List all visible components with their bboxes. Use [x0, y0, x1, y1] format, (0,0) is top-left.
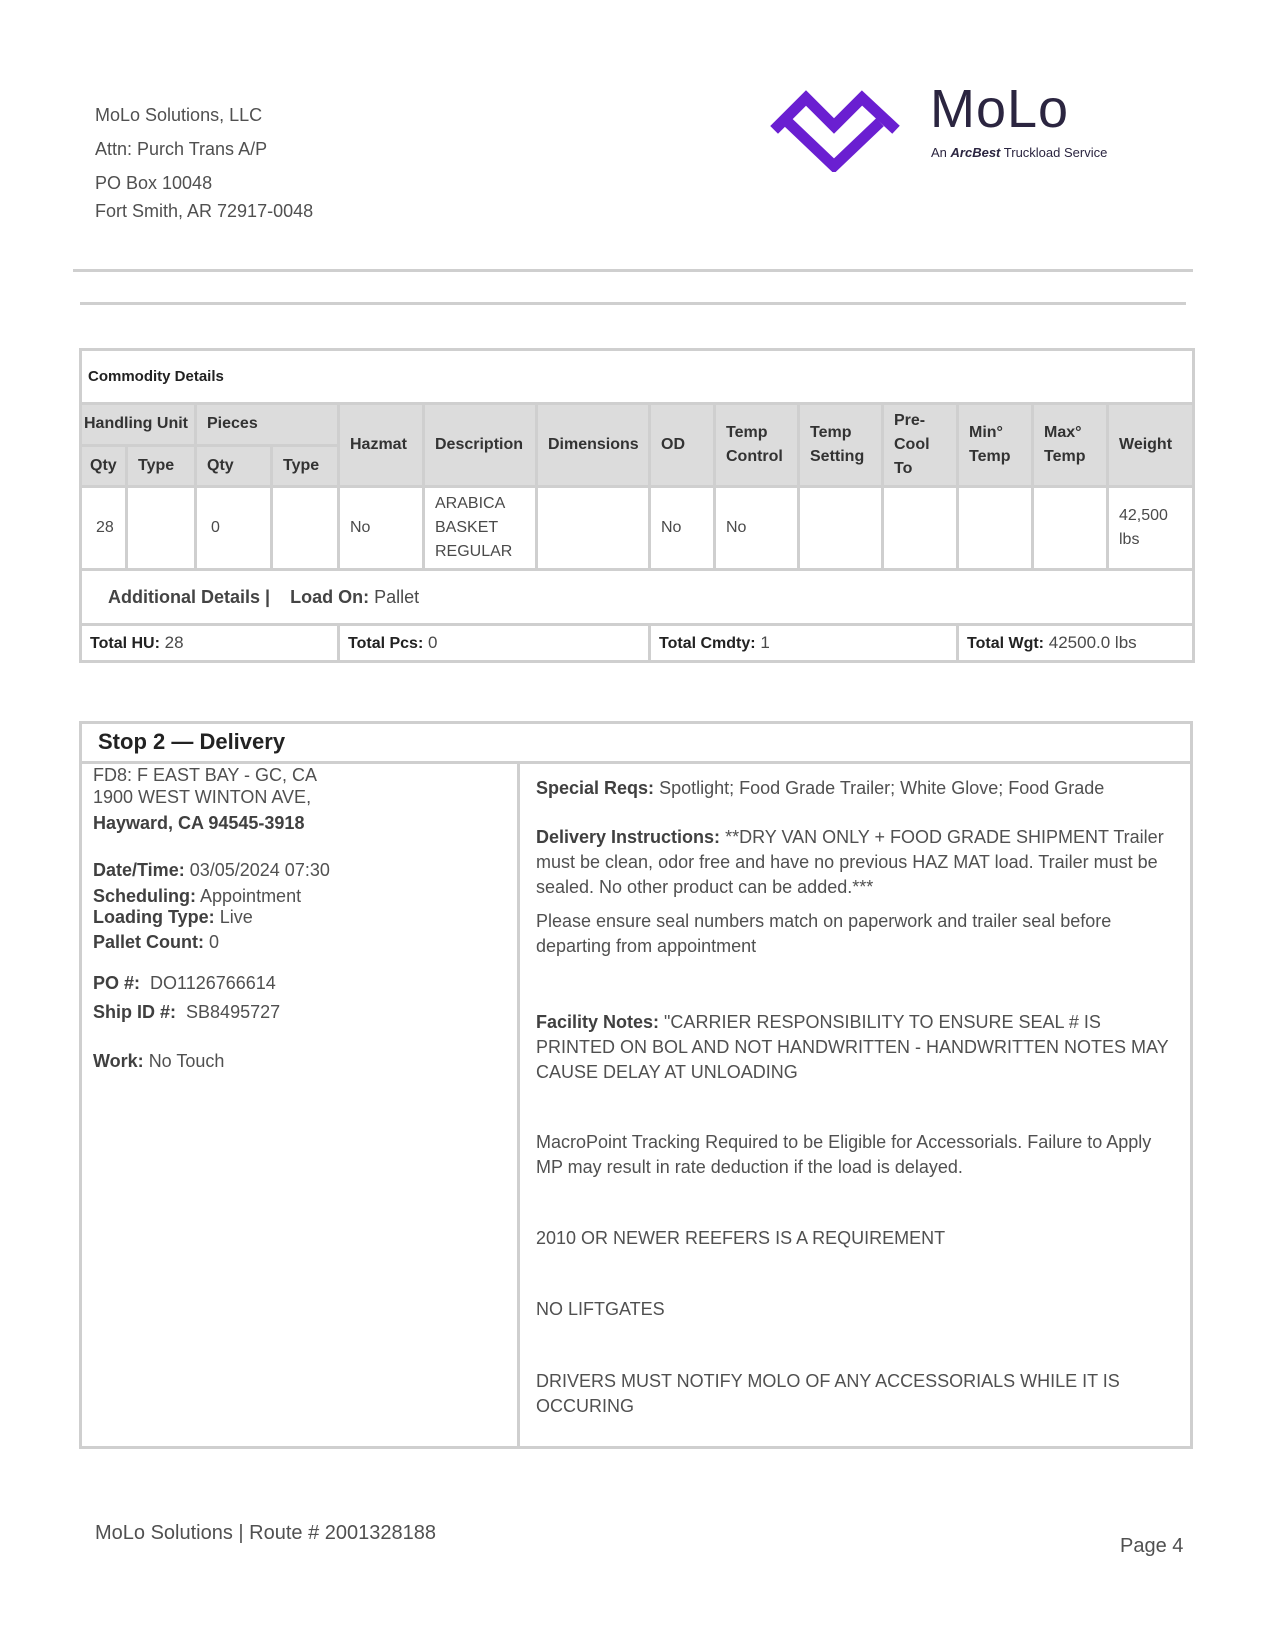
accessorial-note: DRIVERS MUST NOTIFY MOLO OF ANY ACCESSORIALS WHILE IT IS OCCURING [536, 1371, 1120, 1416]
total-wgt-value: 42500.0 lbs [1048, 633, 1137, 652]
attn-line: Attn: Purch Trans A/P [95, 139, 268, 159]
header-pieces: Pieces [196, 404, 339, 446]
liftgate-note: NO LIFTGATES [536, 1299, 665, 1319]
stop-left-column [82, 764, 520, 1449]
header-hu-type: Type [127, 445, 196, 487]
total-wgt [958, 625, 1194, 662]
header-od: OD [650, 404, 715, 487]
page-number: Page 4 [1120, 1535, 1184, 1557]
header-description: Description [424, 404, 537, 487]
stop-right-column [520, 764, 1193, 1449]
header-handling-unit: Handling Unit [81, 404, 196, 446]
po-value: DO1126766614 [150, 973, 276, 993]
additional-details [81, 570, 1194, 625]
delivery-instructions [536, 825, 1176, 900]
special-reqs-value: Spotlight; Food Grade Trailer; White Glove; Food Grade [659, 778, 1105, 798]
total-hu-value: 28 [164, 633, 184, 652]
commodity-row [81, 487, 1194, 570]
header-temp-control: Temp Control [715, 404, 799, 487]
header-temp-setting: Temp Setting [799, 404, 883, 487]
facility-notes [536, 1010, 1176, 1085]
total-pcs-label: Total Pcs: [348, 635, 424, 652]
facility-notes-label: Facility Notes: [536, 1012, 660, 1032]
seal-note: Please ensure seal numbers match on paperwork and trailer seal before departing from appointment [536, 911, 1112, 956]
cell-dimensions [537, 487, 650, 570]
loading-value: Live [219, 907, 253, 927]
scheduling-value: Appointment [200, 886, 302, 906]
po-box-line: PO Box 10048 [95, 173, 213, 193]
cell-hazmat: No [339, 487, 424, 570]
header-max-temp: Max° Temp [1033, 404, 1108, 487]
additional-details-label: Additional Details | [108, 586, 271, 607]
section-divider [80, 302, 1186, 305]
scheduling-label: Scheduling: [93, 886, 196, 906]
total-cmdty-label: Total Cmdty: [659, 635, 756, 652]
macropoint-note: MacroPoint Tracking Required to be Eligible for Accessorials. Failure to Apply MP may result in rate deduction if the load is delayed. [536, 1132, 1152, 1177]
po-label: PO #: [93, 973, 141, 993]
header-pcs-qty: Qty [196, 445, 272, 487]
datetime-label: Date/Time: [93, 860, 185, 880]
work-label: Work: [93, 1051, 144, 1071]
cell-temp-control: No [715, 487, 799, 570]
total-cmdty [650, 625, 958, 662]
cell-hu-type [127, 487, 196, 570]
city-state-zip: Fort Smith, AR 72917-0048 [95, 201, 314, 221]
special-reqs-label: Special Reqs: [536, 778, 655, 798]
total-hu-label: Total HU: [90, 635, 160, 652]
facility-name: FD8: F EAST BAY - GC, CA [93, 765, 318, 785]
header-pre-cool-to: Pre-Cool To [883, 404, 958, 487]
load-on-label: Load On: [290, 586, 370, 607]
facility-notes-value: "CARRIER RESPONSIBILITY TO ENSURE SEAL # IS PRINTED ON BOL AND NOT HANDWRITTEN - HANDWRITTEN NOTES MAY CAUSE DELAY AT UNLOADING [536, 1012, 1169, 1082]
molo-logo-mark-icon [770, 82, 902, 172]
work-field [93, 1051, 224, 1072]
header-hu-qty: Qty [81, 445, 127, 487]
tagline-suffix: Truckload Service [1003, 145, 1108, 160]
logo-tagline [931, 145, 1107, 160]
total-pcs-value: 0 [428, 633, 438, 652]
cell-pcs-type [272, 487, 339, 570]
cell-od: No [650, 487, 715, 570]
loading-field [93, 907, 253, 928]
tagline-brand: ArcBest [950, 145, 1001, 160]
special-reqs [536, 776, 1176, 801]
stop-section [79, 721, 1193, 1449]
facility-city: Hayward, CA 94545-3918 [93, 813, 305, 833]
datetime-value: 03/05/2024 07:30 [189, 860, 330, 880]
header-dimensions: Dimensions [537, 404, 650, 487]
pallet-value: 0 [209, 932, 220, 952]
reefer-note: 2010 OR NEWER REEFERS IS A REQUIREMENT [536, 1228, 946, 1248]
pallet-field [93, 932, 219, 953]
cell-min-temp [958, 487, 1033, 570]
total-wgt-label: Total Wgt: [967, 635, 1045, 652]
delivery-instructions-label: Delivery Instructions: [536, 827, 721, 847]
header-pcs-type: Type [272, 445, 339, 487]
ship-id-label: Ship ID #: [93, 1002, 177, 1022]
commodity-table [79, 348, 1195, 663]
molo-logo [770, 79, 1150, 182]
total-pcs [339, 625, 650, 662]
commodity-title: Commodity Details [81, 350, 1194, 404]
ship-id-value: SB8495727 [186, 1002, 281, 1022]
total-hu [81, 625, 339, 662]
work-value: No Touch [148, 1051, 225, 1071]
po-field [93, 973, 276, 994]
cell-weight: 42,500 lbs [1108, 487, 1194, 570]
scheduling-field [93, 886, 301, 907]
cell-hu-qty: 28 [81, 487, 127, 570]
header-divider [73, 269, 1193, 272]
delivery-instructions-value: **DRY VAN ONLY + FOOD GRADE SHIPMENT Trailer must be clean, odor free and have no previous HAZ MAT load. Trailer must be sealed. No other product can be added.*** [536, 827, 1164, 897]
total-cmdty-value: 1 [760, 633, 770, 652]
cell-pcs-qty: 0 [196, 487, 272, 570]
header-hazmat: Hazmat [339, 404, 424, 487]
cell-pre-cool-to [883, 487, 958, 570]
facility-street: 1900 WEST WINTON AVE, [93, 787, 312, 807]
header-min-temp: Min° Temp [958, 404, 1033, 487]
loading-label: Loading Type: [93, 907, 215, 927]
footer-route: MoLo Solutions | Route # 2001328188 [95, 1522, 437, 1544]
tagline-prefix: An [931, 145, 947, 160]
cell-description: ARABICA BASKET REGULAR [424, 487, 537, 570]
cell-max-temp [1033, 487, 1108, 570]
ship-id-field [93, 1002, 280, 1023]
datetime-field [93, 860, 330, 881]
stop-title: Stop 2 — Delivery [82, 724, 1190, 764]
logo-wordmark: MoLo [930, 79, 1070, 139]
load-on-value: Pallet [374, 586, 420, 607]
company-name: MoLo Solutions, LLC [95, 105, 263, 125]
pallet-label: Pallet Count: [93, 932, 204, 952]
header-weight: Weight [1108, 404, 1194, 487]
cell-temp-setting [799, 487, 883, 570]
